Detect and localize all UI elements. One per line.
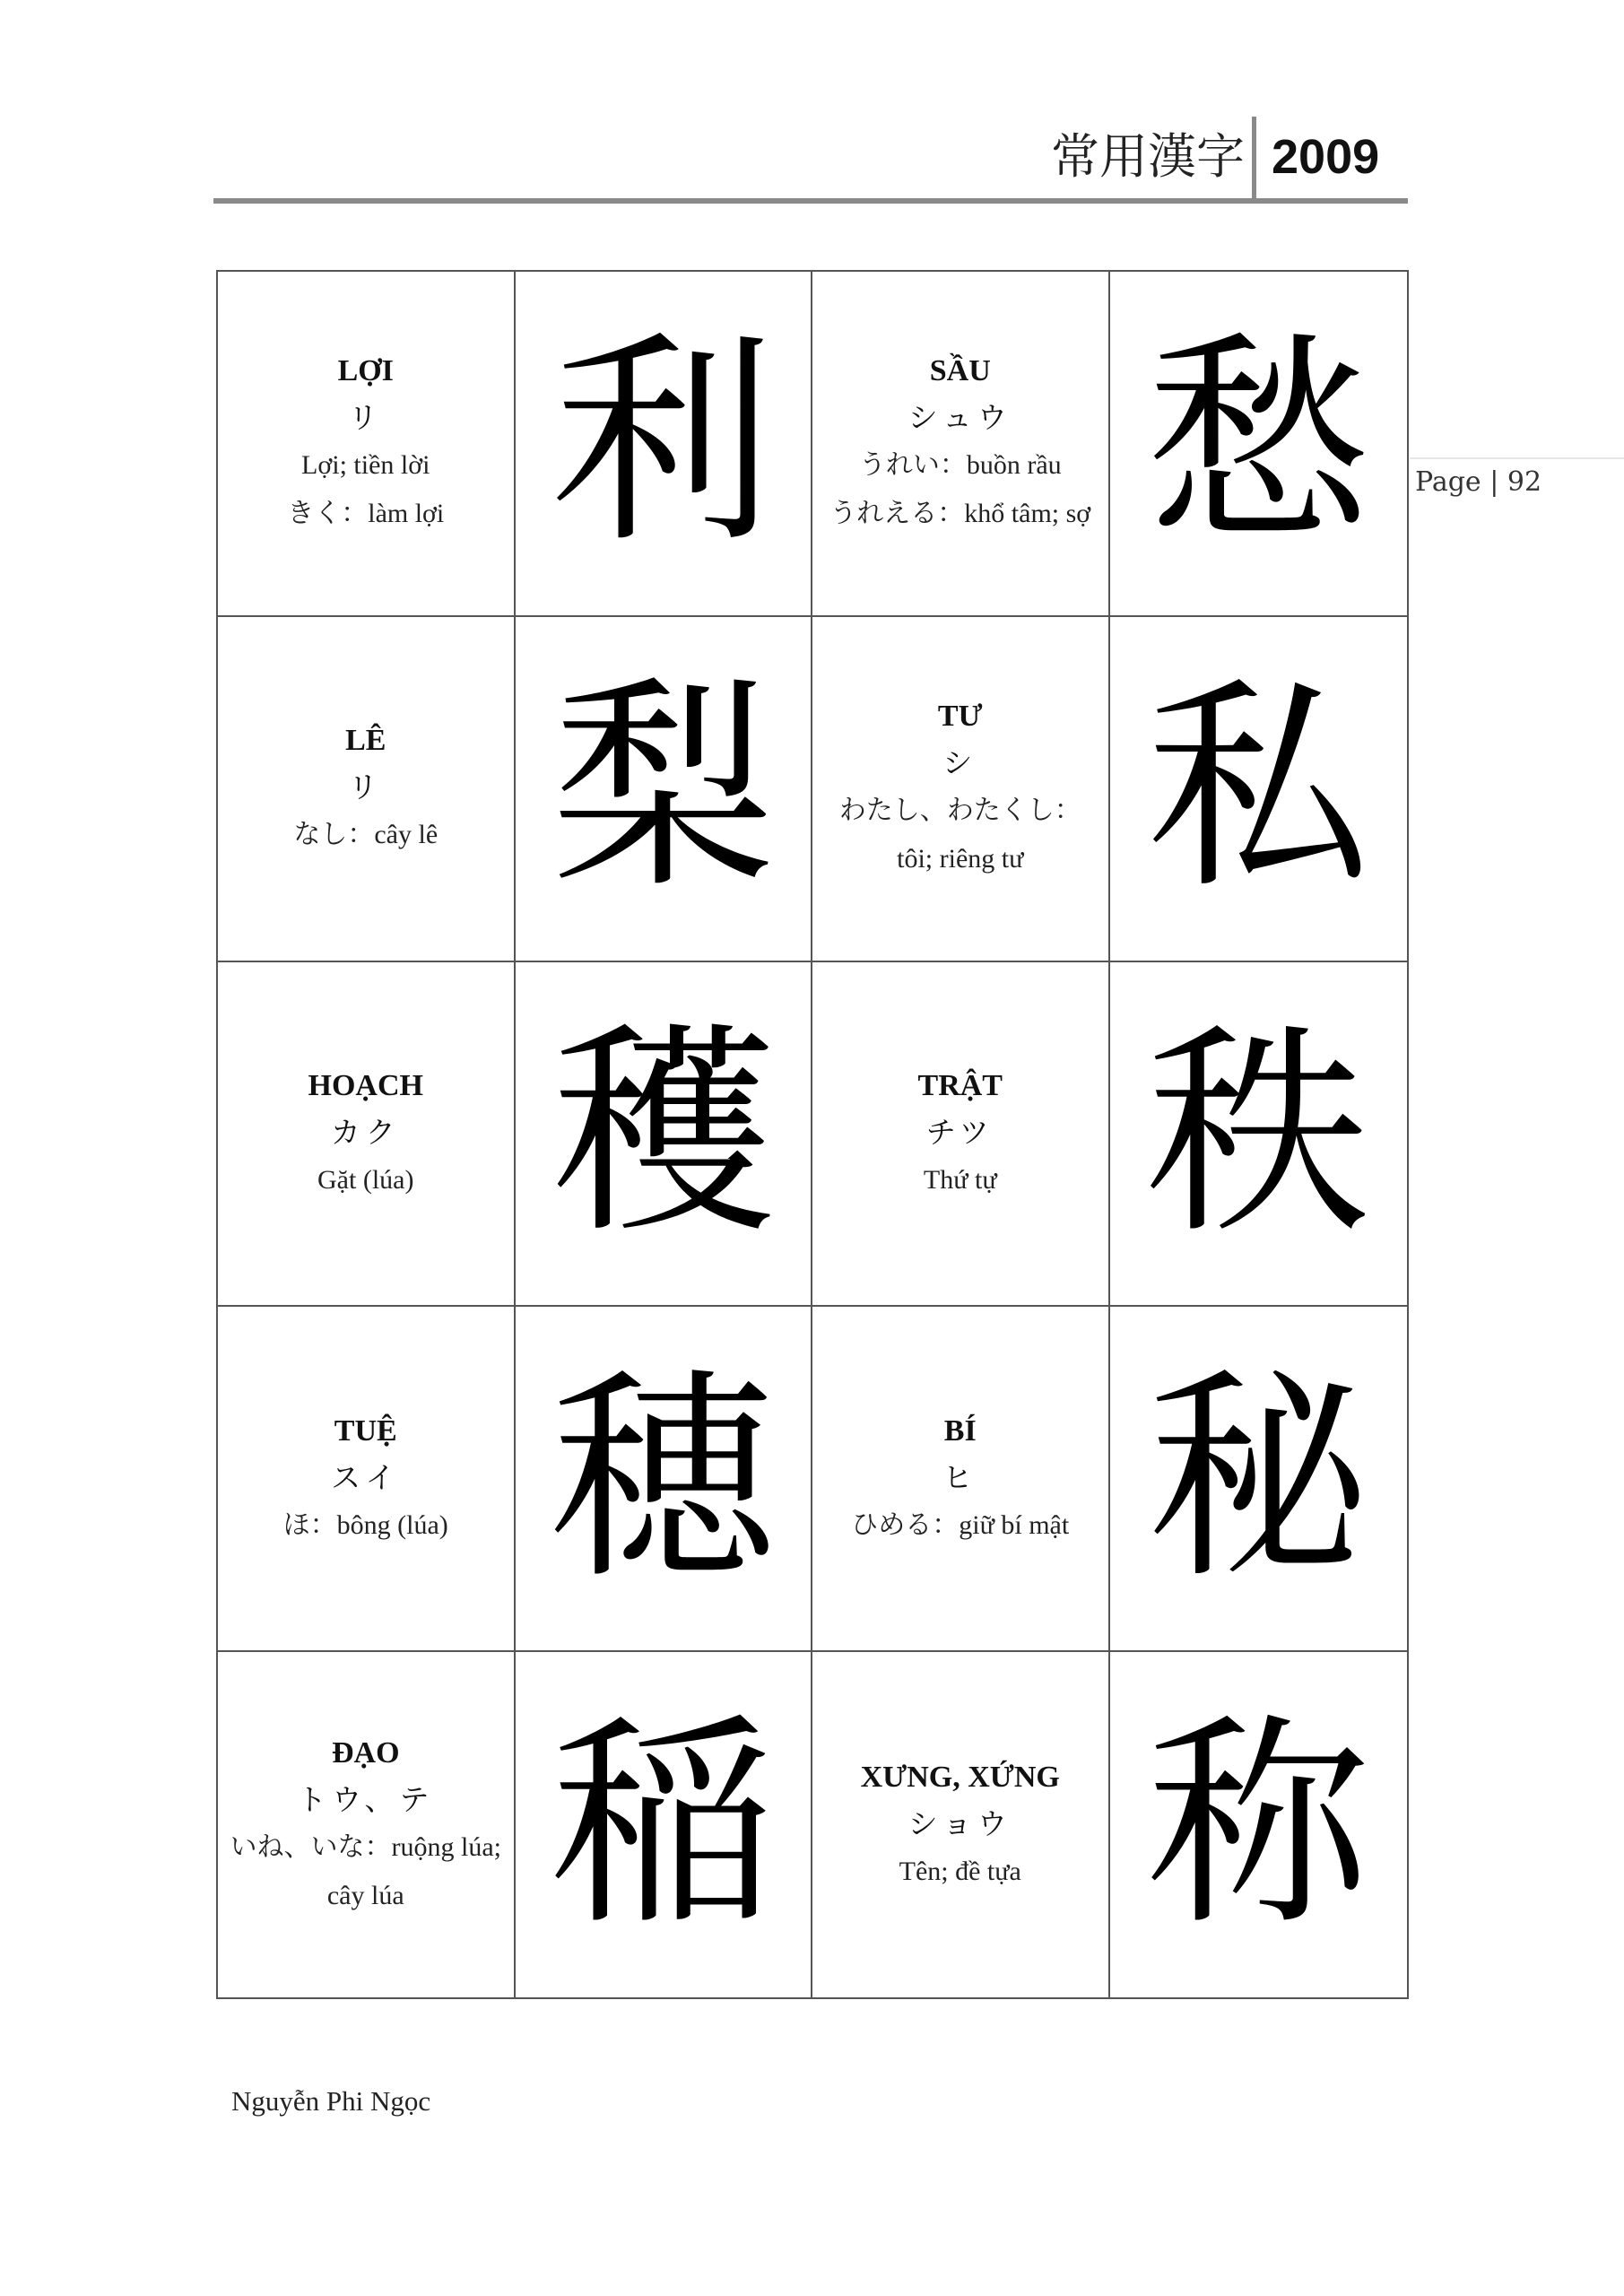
- card-info-dao: [218, 1652, 516, 1997]
- on-reading: シュウ: [908, 400, 1012, 436]
- on-reading: シ: [942, 745, 978, 781]
- card-info-bi: [812, 1307, 1110, 1652]
- on-reading: ヒ: [942, 1459, 978, 1495]
- kanji-cell-bi: [1110, 1307, 1408, 1652]
- meaning-line: Thứ tự: [923, 1164, 997, 1195]
- han-viet-reading: XƯNG, XỨNG: [860, 1760, 1060, 1794]
- meaning-line: Lợi; tiền lời: [301, 450, 430, 481]
- card-info-tu: [812, 617, 1110, 962]
- card-info-tue: [218, 1307, 516, 1652]
- kanji-character: 愁: [1146, 312, 1371, 574]
- header-title: 常用漢字: [1051, 128, 1245, 185]
- meaning-line: きく：làm lợi: [287, 499, 445, 529]
- kanji-cell-dao: [516, 1652, 813, 1997]
- header-year: 2009: [1272, 130, 1380, 184]
- on-reading: スイ: [331, 1459, 401, 1495]
- meaning-line: うれえる：khổ tâm; sợ: [829, 499, 1091, 529]
- kanji-character: 稲: [551, 1693, 776, 1955]
- on-reading: トウ、テ: [297, 1781, 435, 1817]
- kanji-character: 秘: [1146, 1347, 1371, 1609]
- on-reading: リ: [348, 770, 384, 805]
- kanji-character: 穂: [551, 1347, 776, 1609]
- han-viet-reading: HOẠCH: [308, 1068, 423, 1102]
- han-viet-reading: LỢI: [337, 354, 394, 388]
- card-info-xung: [812, 1652, 1110, 1997]
- meaning-line: ひめる：giữ bí mật: [851, 1509, 1070, 1540]
- han-viet-reading: TRẬT: [917, 1068, 1003, 1102]
- meaning-line: なし：cây lê: [293, 820, 439, 850]
- meaning-line: Tên; đề tựa: [899, 1856, 1021, 1886]
- han-viet-reading: SẦU: [929, 354, 991, 388]
- han-viet-reading: TƯ: [937, 700, 983, 734]
- header-rule: [213, 198, 1408, 204]
- meaning-line: わたし、わたくし：tôi; riêng tư: [838, 796, 1081, 874]
- header-divider: [1252, 117, 1256, 199]
- kanji-character: 穫: [551, 1002, 776, 1264]
- card-info-hoach: [218, 962, 516, 1308]
- on-reading: ショウ: [908, 1805, 1012, 1841]
- han-viet-reading: LÊ: [345, 724, 386, 758]
- kanji-cell-tu: [1110, 617, 1408, 962]
- page-number: Page | 92: [1415, 466, 1542, 498]
- kanji-character: 称: [1146, 1693, 1371, 1955]
- han-viet-reading: TUỆ: [334, 1413, 397, 1448]
- kanji-character: 利: [551, 312, 776, 574]
- kanji-character: 私: [1146, 657, 1371, 919]
- han-viet-reading: ĐẠO: [331, 1735, 400, 1770]
- kanji-cell-sau: [1110, 272, 1408, 617]
- han-viet-reading: BÍ: [943, 1413, 977, 1448]
- kanji-character: 秩: [1146, 1002, 1371, 1264]
- kanji-cell-xung: [1110, 1652, 1408, 1997]
- card-info-trat: [812, 962, 1110, 1308]
- meaning-line: Gặt (lúa): [317, 1164, 414, 1195]
- kanji-cell-trat: [1110, 962, 1408, 1308]
- card-info-le: [218, 617, 516, 962]
- on-reading: リ: [348, 400, 384, 436]
- meaning-line: ほ：bông (lúa): [282, 1509, 448, 1540]
- kanji-cell-hoach: [516, 962, 813, 1308]
- author-name: Nguyễn Phi Ngọc: [231, 2085, 431, 2117]
- kanji-card-grid: [216, 270, 1409, 1999]
- meaning-line: いね、いな：ruộng lúa; cây lúa: [230, 1831, 501, 1910]
- kanji-character: 梨: [551, 657, 776, 919]
- kanji-cell-loi: [516, 272, 813, 617]
- on-reading: チツ: [925, 1114, 994, 1150]
- kanji-cell-tue: [516, 1307, 813, 1652]
- card-info-loi: [218, 272, 516, 617]
- on-reading: カク: [330, 1114, 401, 1150]
- kanji-cell-le: [516, 617, 813, 962]
- meaning-line: うれい：buồn rầu: [858, 450, 1062, 481]
- card-info-sau: [812, 272, 1110, 617]
